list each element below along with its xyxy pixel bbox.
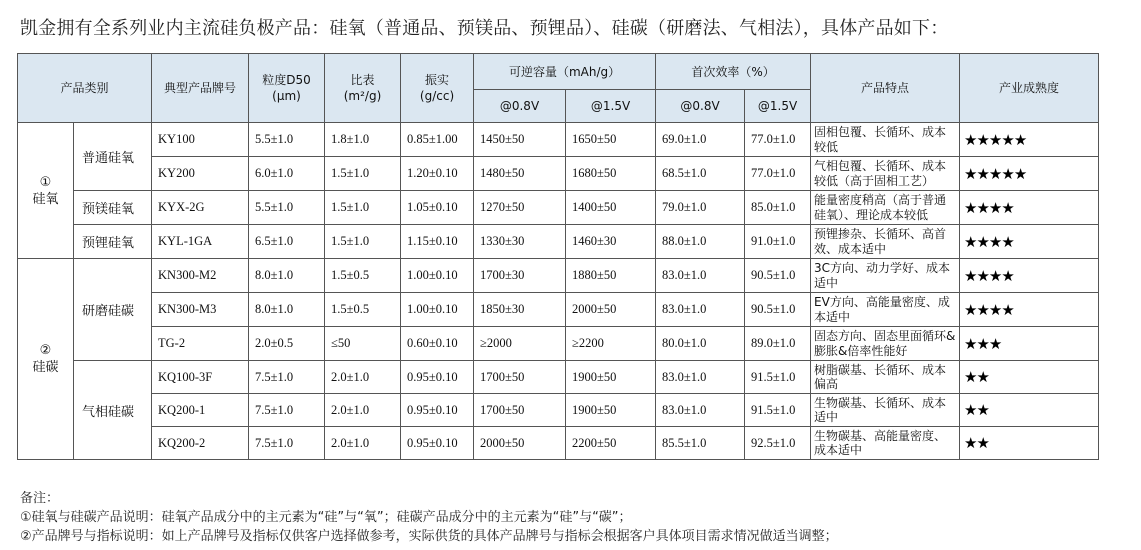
cell-bet: 2.0±1.0: [325, 394, 401, 427]
cell-cap-08v: 1450±50: [474, 123, 566, 157]
cell-cap-15v: 1650±50: [566, 123, 656, 157]
cell-eff-08v: 83.0±1.0: [656, 259, 745, 293]
cell-eff-15v: 89.0±1.0: [745, 327, 811, 361]
cell-feature: EV方向、高能量密度、成本适中: [811, 293, 960, 327]
cell-tap: 1.05±0.10: [401, 191, 474, 225]
group-siox-name: 硅氧: [32, 191, 59, 207]
table-row: [18, 225, 1099, 259]
subgroup-mg: 预镁硅氧: [74, 191, 152, 225]
cell-d50: 6.0±1.0: [249, 157, 325, 191]
cell-eff-15v: 92.5±1.0: [745, 427, 811, 460]
cell-eff-15v: 77.0±1.0: [745, 123, 811, 157]
cell-model: KQ200-2: [152, 427, 249, 460]
cell-cap-15v: 1400±50: [566, 191, 656, 225]
cell-bet: 2.0±1.0: [325, 427, 401, 460]
subgroup-cvd: 气相硅碳: [74, 361, 152, 460]
header-maturity: 产业成熟度: [960, 54, 1099, 123]
header-eff-15v: @1.5V: [745, 90, 811, 123]
cell-bet: 1.5±1.0: [325, 157, 401, 191]
header-tap-unit: (g/cc): [419, 89, 455, 103]
cell-model: KY200: [152, 157, 249, 191]
header-d50-label: 粒度D50: [262, 73, 311, 87]
cell-feature: 生物碳基、长循环、成本适中: [811, 394, 960, 427]
cell-cap-08v: 1270±50: [474, 191, 566, 225]
cell-feature: 气相包覆、长循环、成本较低（高于固相工艺）: [811, 157, 960, 191]
cell-d50: 8.0±1.0: [249, 293, 325, 327]
cell-maturity-stars: ★★: [960, 361, 1099, 394]
cell-eff-15v: 91.5±1.0: [745, 361, 811, 394]
cell-eff-15v: 77.0±1.0: [745, 157, 811, 191]
cell-cap-15v: 1460±30: [566, 225, 656, 259]
cell-cap-08v: 1700±30: [474, 259, 566, 293]
cell-maturity-stars: ★★★★: [960, 259, 1099, 293]
cell-maturity-stars: ★★★★★: [960, 157, 1099, 191]
cell-bet: 1.5±1.0: [325, 225, 401, 259]
header-d50: [249, 54, 325, 123]
cell-cap-08v: 2000±50: [474, 427, 566, 460]
cell-model: TG-2: [152, 327, 249, 361]
cell-feature: 预锂掺杂、长循环、高首效、成本适中: [811, 225, 960, 259]
cell-bet: 1.5±0.5: [325, 293, 401, 327]
cell-tap: 1.20±0.10: [401, 157, 474, 191]
cell-bet: ≤50: [325, 327, 401, 361]
cell-feature: 树脂碳基、长循环、成本偏高: [811, 361, 960, 394]
header-eff-08v: @0.8V: [656, 90, 745, 123]
cell-eff-15v: 91.0±1.0: [745, 225, 811, 259]
cell-tap: 0.95±0.10: [401, 394, 474, 427]
table-row: [18, 259, 1099, 293]
header-bet: [325, 54, 401, 123]
cell-tap: 0.85±1.00: [401, 123, 474, 157]
cell-feature: 能量密度稍高（高于普通硅氧）、理论成本较低: [811, 191, 960, 225]
header-category: 产品类别: [18, 54, 152, 123]
cell-tap: 0.95±0.10: [401, 361, 474, 394]
cell-bet: 1.8±1.0: [325, 123, 401, 157]
header-tap: [401, 54, 474, 123]
header-d50-unit: (μm): [272, 89, 301, 103]
notes: [20, 489, 838, 546]
cell-eff-08v: 83.0±1.0: [656, 394, 745, 427]
subgroup-mill: 研磨硅碳: [74, 259, 152, 361]
table-row: [18, 157, 1099, 191]
cell-maturity-stars: ★★★★: [960, 293, 1099, 327]
table-row: [18, 361, 1099, 394]
cell-cap-08v: 1850±30: [474, 293, 566, 327]
group-sic-name: 硅碳: [32, 360, 59, 375]
cell-cap-08v: 1330±30: [474, 225, 566, 259]
cell-maturity-stars: ★★: [960, 394, 1099, 427]
cell-bet: 1.5±1.0: [325, 191, 401, 225]
group-siox: [18, 123, 74, 259]
cell-cap-08v: 1480±50: [474, 157, 566, 191]
subgroup-li: 预锂硅氧: [74, 225, 152, 259]
subgroup-normal: 普通硅氧: [74, 123, 152, 191]
cell-eff-08v: 79.0±1.0: [656, 191, 745, 225]
cell-eff-08v: 80.0±1.0: [656, 327, 745, 361]
cell-maturity-stars: ★★★★★: [960, 123, 1099, 157]
cell-eff-08v: 83.0±1.0: [656, 361, 745, 394]
note-1: ①硅氧与硅碳产品说明：硅氧产品成分中的主元素为“硅”与“氧”；硅碳产品成分中的主元素为“硅”与“碳”；: [20, 510, 632, 525]
cell-model: KYX-2G: [152, 191, 249, 225]
cell-cap-15v: 1680±50: [566, 157, 656, 191]
cell-cap-15v: 1880±50: [566, 259, 656, 293]
cell-feature: 生物碳基、高能量密度、成本适中: [811, 427, 960, 460]
cell-d50: 8.0±1.0: [249, 259, 325, 293]
cell-bet: 1.5±0.5: [325, 259, 401, 293]
cell-tap: 0.60±0.10: [401, 327, 474, 361]
header-efficiency: 首次效率（%）: [656, 54, 811, 90]
cell-tap: 1.00±0.10: [401, 293, 474, 327]
cell-eff-15v: 90.5±1.0: [745, 259, 811, 293]
notes-heading: 备注：: [20, 491, 60, 506]
group-sic-num: ②: [39, 343, 52, 358]
cell-cap-15v: 1900±50: [566, 394, 656, 427]
cell-eff-08v: 68.5±1.0: [656, 157, 745, 191]
cell-d50: 5.5±1.0: [249, 191, 325, 225]
cell-maturity-stars: ★★★★: [960, 191, 1099, 225]
cell-eff-08v: 69.0±1.0: [656, 123, 745, 157]
cell-eff-15v: 85.0±1.0: [745, 191, 811, 225]
cell-cap-08v: 1700±50: [474, 394, 566, 427]
table-row: [18, 327, 1099, 361]
cell-eff-08v: 88.0±1.0: [656, 225, 745, 259]
header-feature: 产品特点: [811, 54, 960, 123]
header-bet-unit: (m²/g): [343, 89, 382, 103]
cell-tap: 0.95±0.10: [401, 427, 474, 460]
cell-eff-15v: 90.5±1.0: [745, 293, 811, 327]
header-model: 典型产品牌号: [152, 54, 249, 123]
cell-d50: 7.5±1.0: [249, 394, 325, 427]
header-row: [18, 54, 1099, 90]
cell-feature: 3C方向、动力学好、成本适中: [811, 259, 960, 293]
product-table: [17, 53, 1099, 460]
header-capacity: 可逆容量（mAh/g）: [474, 54, 656, 90]
header-bet-label: 比表: [350, 73, 375, 87]
cell-d50: 7.5±1.0: [249, 427, 325, 460]
cell-maturity-stars: ★★: [960, 427, 1099, 460]
cell-tap: 1.00±0.10: [401, 259, 474, 293]
cell-cap-08v: ≥2000: [474, 327, 566, 361]
table-row: [18, 427, 1099, 460]
cell-model: KQ100-3F: [152, 361, 249, 394]
cell-d50: 7.5±1.0: [249, 361, 325, 394]
cell-feature: 固态方向、固态里面循环&膨胀&倍率性能好: [811, 327, 960, 361]
cell-maturity-stars: ★★★: [960, 327, 1099, 361]
group-sic: [18, 259, 74, 460]
cell-eff-08v: 83.0±1.0: [656, 293, 745, 327]
cell-eff-15v: 91.5±1.0: [745, 394, 811, 427]
cell-d50: 2.0±0.5: [249, 327, 325, 361]
table-row: [18, 191, 1099, 225]
cell-model: KQ200-1: [152, 394, 249, 427]
cell-model: KN300-M3: [152, 293, 249, 327]
cell-tap: 1.15±0.10: [401, 225, 474, 259]
note-2: ②产品牌号与指标说明：如上产品牌号及指标仅供客户选择做参考，实际供货的具体产品牌号与指标会根据客户具体项目需求情况做适当调整；: [20, 529, 838, 544]
cell-maturity-stars: ★★★★: [960, 225, 1099, 259]
page-title: 凯金拥有全系列业内主流硅负极产品：硅氧（普通品、预镁品、预锂品）、硅碳（研磨法、气相法），具体产品如下：: [20, 18, 949, 39]
cell-feature: 固相包覆、长循环、成本较低: [811, 123, 960, 157]
table-row: [18, 394, 1099, 427]
cell-cap-15v: 2200±50: [566, 427, 656, 460]
cell-d50: 6.5±1.0: [249, 225, 325, 259]
cell-cap-08v: 1700±50: [474, 361, 566, 394]
header-cap-08v: @0.8V: [474, 90, 566, 123]
cell-model: KYL-1GA: [152, 225, 249, 259]
header-tap-label: 振实: [425, 73, 450, 87]
group-siox-num: ①: [39, 174, 52, 190]
cell-model: KN300-M2: [152, 259, 249, 293]
cell-eff-08v: 85.5±1.0: [656, 427, 745, 460]
cell-cap-15v: 1900±50: [566, 361, 656, 394]
cell-bet: 2.0±1.0: [325, 361, 401, 394]
table-row: [18, 123, 1099, 157]
cell-cap-15v: ≥2200: [566, 327, 656, 361]
table-row: [18, 293, 1099, 327]
cell-d50: 5.5±1.0: [249, 123, 325, 157]
cell-cap-15v: 2000±50: [566, 293, 656, 327]
cell-model: KY100: [152, 123, 249, 157]
header-cap-15v: @1.5V: [566, 90, 656, 123]
